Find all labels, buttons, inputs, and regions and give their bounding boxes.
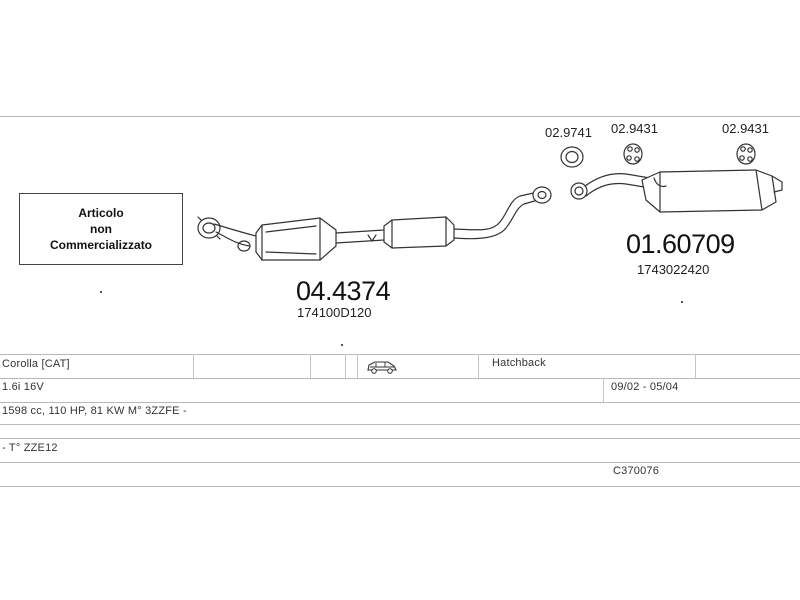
not-commercialized-line-1: Articolo [78,206,124,220]
front-catalytic-converter-icon [238,218,336,260]
catalog-code: C370076 [613,465,660,477]
mid-flange-icon [533,187,551,203]
downpipe-icon [216,232,250,246]
vehicle-model: Corolla [CAT] [2,358,70,370]
vehicle-body-type: Hatchback [492,357,546,369]
rubber-mount-2-code: 02.9431 [722,121,769,136]
front-part-code: 04.4374 [296,276,391,306]
not-commercialized-line-3: Commercializzato [49,238,153,252]
front-flange-icon [198,217,220,239]
vehicle-engine: 1.6i 16V [2,381,44,393]
vehicle-spec: 1598 cc, 110 HP, 81 KW M° 3ZZFE - [2,405,187,417]
gasket-part-code: 02.9741 [545,125,592,140]
mark-dot [341,344,343,346]
rubber-mount-1-code: 02.9431 [611,121,658,136]
center-resonator-icon [368,217,454,248]
car-hatchback-icon [366,359,398,375]
rising-pipe-icon [454,192,538,230]
intermediate-pipe-icon [336,230,384,243]
rear-part-code: 01.60709 [626,229,735,259]
rear-pipe-icon [585,174,650,186]
mark-dot [681,301,683,303]
rubber-mount-icon-2 [737,144,755,164]
not-commercialized-line-2: non [90,222,112,236]
rear-part-ref: 1743022420 [637,262,710,277]
front-part-ref: 174100D120 [297,305,372,320]
rear-flange-icon [571,183,587,199]
rubber-mount-icon-1 [624,144,642,164]
mark-dot [100,291,102,293]
vehicle-years: 09/02 - 05/04 [611,381,679,393]
vehicle-chassis: - T° ZZE12 [2,442,58,454]
gasket-ring-icon [561,147,583,167]
rear-muffler-icon [642,170,782,212]
